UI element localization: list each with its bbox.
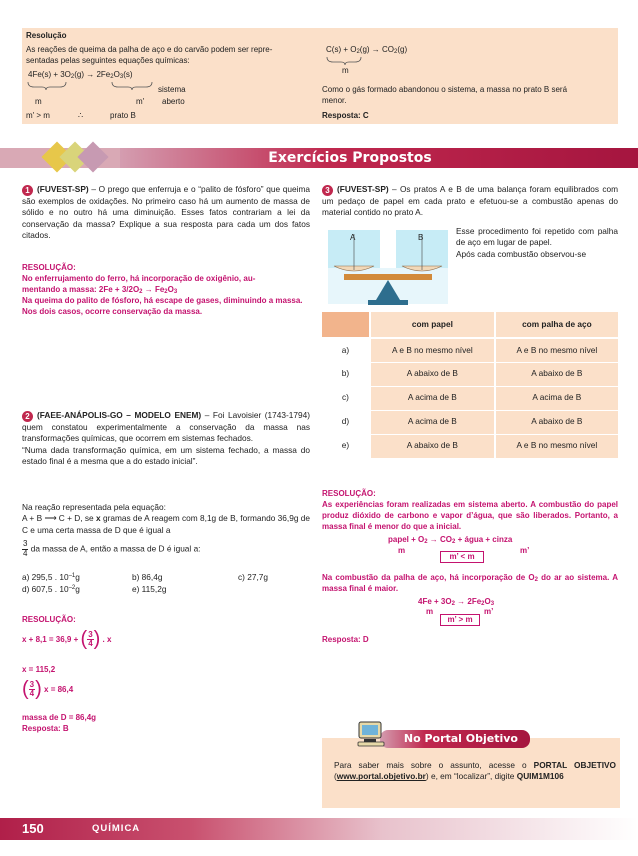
q2-res-line4: massa de D = 86,4g xyxy=(22,713,97,722)
computer-icon xyxy=(356,720,386,748)
res-aberto: aberto xyxy=(162,97,185,106)
res-sistema: sistema xyxy=(158,85,186,94)
q3-eq2-box: m’ > m xyxy=(440,614,480,626)
pan-b-label: B xyxy=(418,233,424,242)
portal-text: Para saber mais sobre o assunto, acesse o PORTAL OBJETIVO (www.portal.objetivo.br) e, em “localizar”, digite QUIM1M106 xyxy=(334,760,616,782)
table-row[interactable]: a) A e B no mesmo nível A e B no mesmo nível xyxy=(322,338,618,362)
q2-answer: Resposta: B xyxy=(22,724,69,733)
q3-eq1-m: m xyxy=(398,546,406,555)
option-c[interactable]: c) 27,7g xyxy=(238,572,268,582)
res-m-comp: m' > m xyxy=(26,111,50,120)
q3-answer: Resposta: D xyxy=(322,635,369,644)
table-row[interactable]: d) A acima de B A abaixo de B xyxy=(322,410,618,434)
q2-res-line2: x = 115,2 xyxy=(22,665,56,674)
portal-link[interactable]: www.portal.objetivo.br xyxy=(336,771,426,782)
resolucao-conclusion: Como o gás formado abandonou o sistema, a massa no prato B será menor. xyxy=(322,85,568,106)
eq1-braces xyxy=(26,80,166,90)
res-therefore: ∴ xyxy=(78,111,84,120)
question-2-equation: Na reação representada pela equação: A + B ⟶ C + D, se x gramas de A reagem com 8,1g de B, formando 36,9g de C e uma certa massa de D que é igual a xyxy=(22,502,311,535)
subject-label: QUÍMICA xyxy=(92,823,141,834)
res-m-prime: m' xyxy=(136,97,145,106)
option-b[interactable]: b) 86,4g xyxy=(132,572,163,582)
q3-res2: Na combustão da palha de aço, há incorporação de $O_2$ do ar ao sistema. A massa final é maior. xyxy=(322,573,618,594)
resolucao-eq1: $4Fe(s) + 3O_2(g) \to 2Fe_2O_3(s)$ xyxy=(28,70,133,80)
question-2-fraction: $\frac{3}{4}$ da massa de A, então a massa de D é igual a: xyxy=(23,539,201,558)
diamond-decoration-icon xyxy=(40,140,120,176)
resolucao-title: Resolução xyxy=(26,31,67,40)
question-3-number: 3 xyxy=(322,185,333,196)
question-3: 3 (FUVEST-SP) – Os pratos A e B de uma balança foram equilibrados com um pedaço de papel em cada prato e efetuou-se a combustão apenas do material contido no prato A. xyxy=(322,184,618,218)
option-d[interactable]: d) 607,5 . $10^{-2}g$ xyxy=(22,584,80,594)
resolucao-resposta: Resposta: C xyxy=(322,111,369,120)
q2-res-line3: ( $\frac{3}{4}$) x = 86,4 xyxy=(22,678,74,700)
question-1: 1 (FUVEST-SP) – O prego que enferruja e o “palito de fósforo” que queima são exemplos de oxidações. No primeiro caso há um aumento de massa de sólido e no outro há uma diminuição. Esses fatos contrariam a lei da conservação da massa? Explique a sua resposta para cada um dos fatos citados. xyxy=(22,184,310,241)
q1-resolution: RESOLUÇÃO: No enferrujamento do ferro, há incorporação de oxigênio, au- mentando a massa: $2Fe + 3/2O_2 \to Fe_2O_3$ Na queima do palito de fósforo, há escape de gases, diminuindo a massa. Nos dois casos, ocorre conservação da massa. xyxy=(22,263,303,317)
resolucao-eq2: $C(s) + O_2(g) \to CO_2(g)$ xyxy=(326,45,408,55)
q3-eq2: $4Fe + 3O_2 \to 2Fe_2O_3$ xyxy=(418,597,495,607)
question-1-number: 1 xyxy=(22,185,33,196)
table-row[interactable]: e) A abaixo de B A e B no mesmo nível xyxy=(322,434,618,458)
portal-code: QUIM1M106 xyxy=(516,771,564,782)
q2-res-line1: x + 8,1 = 36,9 + ( $\frac{3}{4}$) . x xyxy=(22,628,112,650)
portal-title: No Portal Objetivo xyxy=(380,730,530,748)
section-title: Exercícios Propostos xyxy=(268,150,432,166)
eq2-brace xyxy=(325,55,365,65)
page-number: 150 xyxy=(22,821,44,836)
q3-eq1-mp: m’ xyxy=(520,546,530,555)
q3-eq1-box: m’ < m xyxy=(440,551,484,563)
table-row[interactable]: b) A abaixo de B A abaixo de B xyxy=(322,362,618,386)
resolucao-intro: As reações de queima da palha de aço e do carvão podem ser repre- sentadas pelas seguintes equações químicas: xyxy=(26,45,273,66)
col-header-papel: com papel xyxy=(370,312,495,338)
q3-eq2-m: m xyxy=(426,607,434,616)
res-prato-b: prato B xyxy=(110,111,136,120)
question-2: 2 (FAEE-ANÁPOLIS-GO – MODELO ENEM) – Foi Lavoisier (1743-1794) quem constatou experimentalmente a conservação da massa nas transformações químicas, que ocorrem em sistemas fechados. “Numa dada transformação química, em um sistema fechado, a massa do estado final é a mesma que a do estado inicial”. xyxy=(22,410,310,467)
question-3-text2: Esse procedimento foi repetido com palha de aço em lugar de papel. Após cada combustão observou-se xyxy=(456,226,618,259)
res-m: m xyxy=(35,97,42,106)
col-header-palha: com palha de aço xyxy=(495,312,618,338)
balance-illustration xyxy=(324,226,452,310)
q3-eq2-mp: m’ xyxy=(484,607,494,616)
option-a[interactable]: a) 295,5 . $10^{-1}g$ xyxy=(22,572,80,582)
option-e[interactable]: e) 115,2g xyxy=(132,584,167,594)
options-table xyxy=(322,312,618,459)
pan-a-label: A xyxy=(350,233,356,242)
q2-res-label: RESOLUÇÃO: xyxy=(22,615,76,624)
table-row[interactable]: c) A acima de B A acima de B xyxy=(322,386,618,410)
q3-eq1: papel + $O_2 \to CO_2$ + água + cinza xyxy=(388,535,513,545)
q3-resolution: RESOLUÇÃO: As experiências foram realizadas em sistema aberto. A combustão do papel produz dióxido de carbono e vapor d’água, que são liberados. Portanto, a massa final é menor do que a inicial. xyxy=(322,489,618,532)
res-m2: m xyxy=(342,66,349,75)
question-2-number: 2 xyxy=(22,411,33,422)
